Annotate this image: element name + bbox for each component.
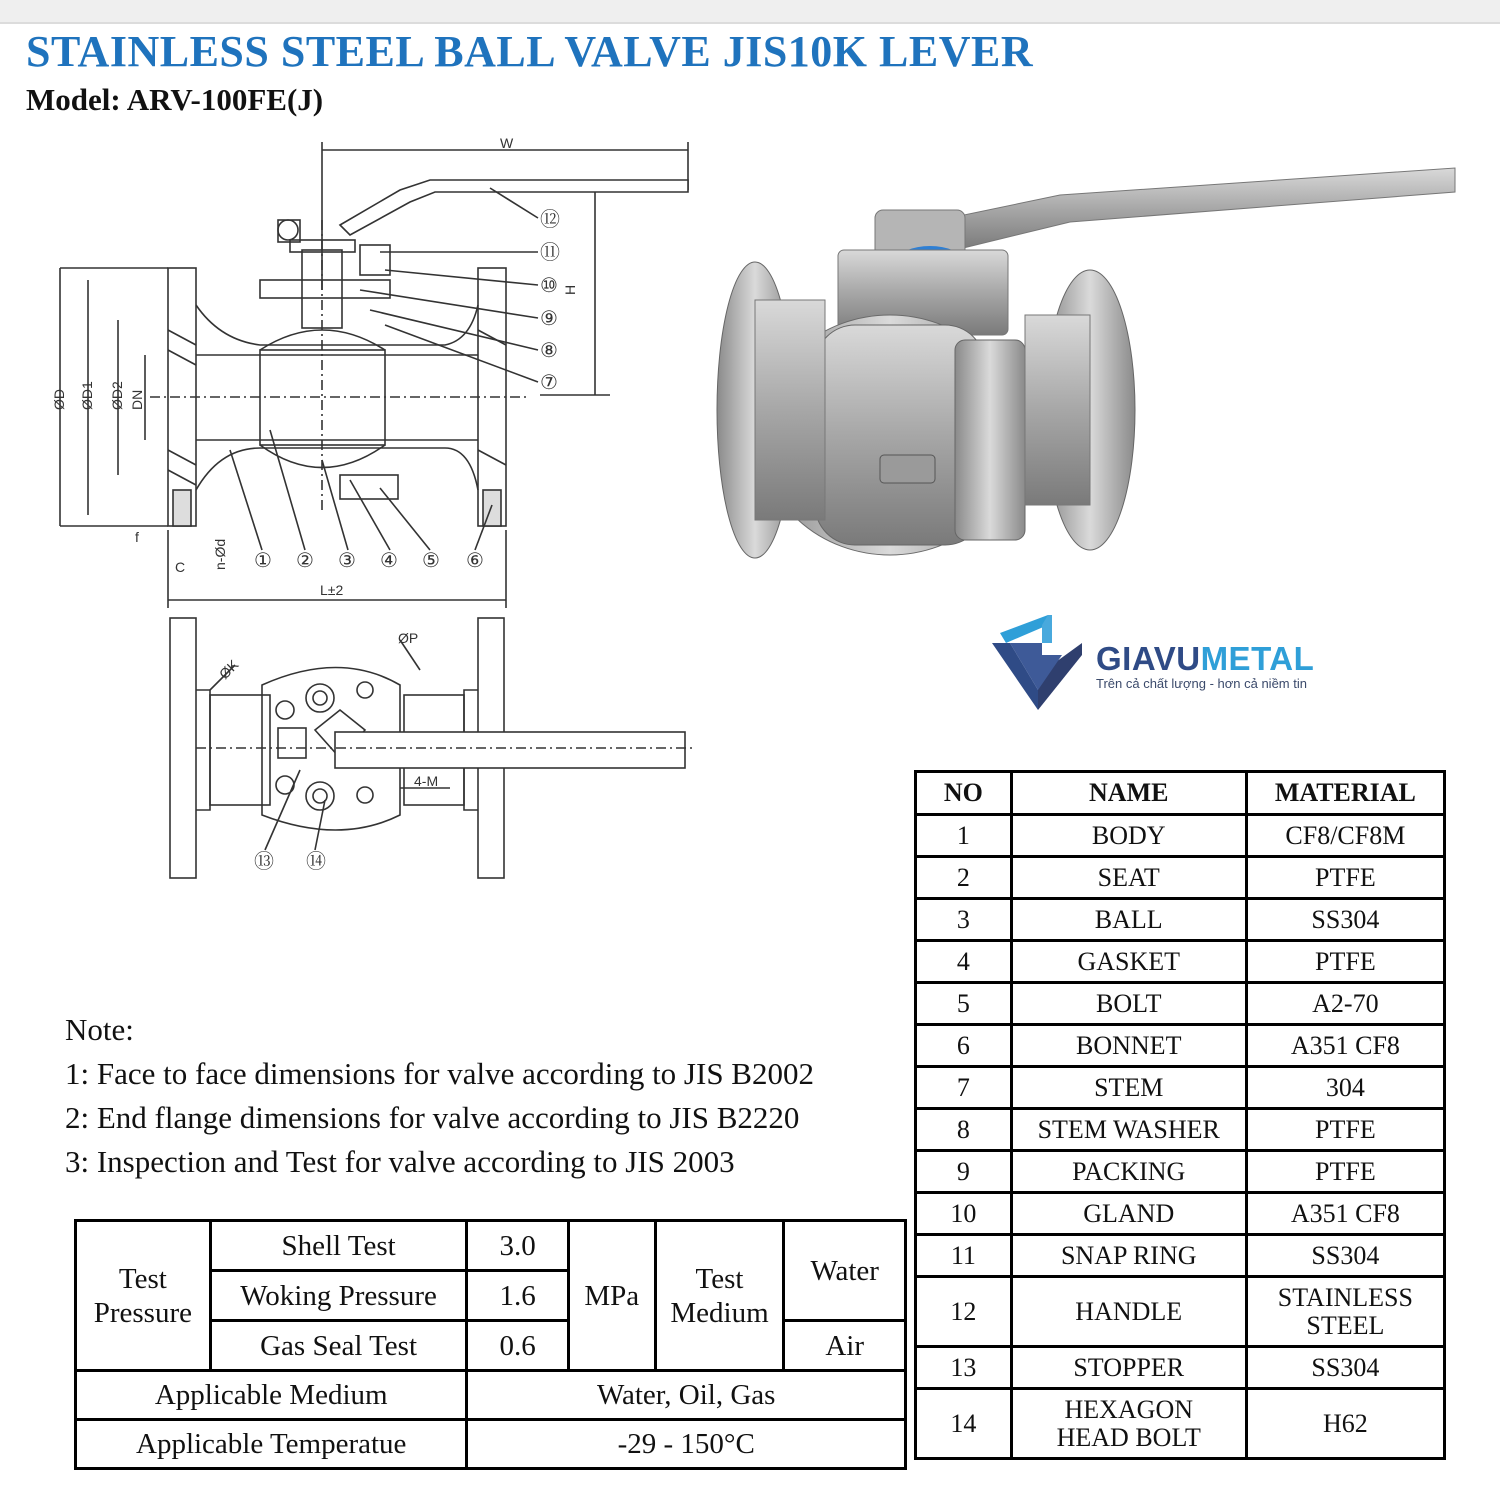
callout-5: ⑤	[422, 548, 440, 572]
cell-name: STEM WASHER	[1011, 1109, 1246, 1151]
table-row	[916, 1389, 1445, 1459]
logo-name	[1096, 640, 1314, 678]
dim-c-label: C	[175, 559, 186, 575]
cell-no: 13	[916, 1347, 1012, 1389]
cell-name: GLAND	[1011, 1193, 1246, 1235]
table-row	[916, 857, 1445, 899]
material-table	[914, 770, 1446, 1460]
callout-11: ⑪	[540, 240, 560, 264]
cell-name: SNAP RING	[1011, 1235, 1246, 1277]
shell-test-value: 3.0	[467, 1221, 568, 1271]
col-header-name: NAME	[1011, 772, 1246, 815]
dim-k-label: ØK	[215, 656, 242, 683]
cell-material: PTFE	[1246, 1151, 1444, 1193]
giavu-logo	[1096, 640, 1314, 691]
cell-name: BONNET	[1011, 1025, 1246, 1067]
cell-material: SS304	[1246, 1347, 1444, 1389]
callout-8: ⑧	[540, 338, 558, 362]
cell-no: 2	[916, 857, 1012, 899]
note-1: 1: Face to face dimensions for valve according to JIS B2002	[65, 1056, 814, 1091]
table-row	[916, 983, 1445, 1025]
table-row	[916, 1109, 1445, 1151]
cell-no: 10	[916, 1193, 1012, 1235]
cell-material: 304	[1246, 1067, 1444, 1109]
applicable-medium-row	[76, 1371, 906, 1420]
dim-h-label: H	[562, 284, 578, 295]
cell-material: H62	[1246, 1389, 1444, 1459]
note-2: 2: End flange dimensions for valve according to JIS B2220	[65, 1100, 800, 1135]
working-pressure-label: Woking Pressure	[210, 1271, 467, 1321]
shell-test-label: Shell Test	[210, 1221, 467, 1271]
dim-d2-label: ØD2	[109, 381, 125, 410]
cell-no: 3	[916, 899, 1012, 941]
page-title: STAINLESS STEEL BALL VALVE JIS10K LEVER	[26, 27, 1034, 76]
callout-14: ⑭	[306, 849, 326, 873]
cell-material: A351 CF8	[1246, 1025, 1444, 1067]
cell-no: 6	[916, 1025, 1012, 1067]
dim-p-label: ØP	[398, 630, 419, 646]
table-row	[916, 1235, 1445, 1277]
cell-no: 9	[916, 1151, 1012, 1193]
applicable-temp-row	[76, 1420, 906, 1469]
cell-material: SS304	[1246, 1235, 1444, 1277]
test-medium-water: Water	[784, 1221, 906, 1321]
test-row-shell	[76, 1221, 906, 1271]
callout-4: ④	[380, 548, 398, 572]
table-row	[916, 1347, 1445, 1389]
logo-tagline: Trên cả chất lượng - hơn cả niềm tin	[1096, 676, 1307, 691]
logo-name-b: METAL	[1200, 640, 1315, 677]
cell-no: 12	[916, 1277, 1012, 1347]
cell-name: BALL	[1011, 899, 1246, 941]
cell-material: SS304	[1246, 899, 1444, 941]
test-medium-label: Test Medium	[655, 1221, 784, 1371]
working-pressure-value: 1.6	[467, 1271, 568, 1321]
dim-dn-label: DN	[129, 389, 145, 410]
cell-material: CF8/CF8M	[1246, 815, 1444, 857]
cell-no: 11	[916, 1235, 1012, 1277]
callout-13: ⑬	[254, 849, 274, 873]
cell-material: A2-70	[1246, 983, 1444, 1025]
table-row	[916, 1025, 1445, 1067]
cell-no: 4	[916, 941, 1012, 983]
cell-no: 7	[916, 1067, 1012, 1109]
cell-material: STAINLESS STEEL	[1246, 1277, 1444, 1347]
section-drawing	[40, 130, 720, 610]
applicable-medium-value: Water, Oil, Gas	[467, 1371, 906, 1420]
cell-name: STEM	[1011, 1067, 1246, 1109]
cell-name: STOPPER	[1011, 1347, 1246, 1389]
logo-name-a: GIAVU	[1096, 640, 1201, 677]
gas-seal-value: 0.6	[467, 1321, 568, 1371]
applicable-temp-value: -29 - 150°C	[467, 1420, 906, 1469]
dim-w-label: W	[500, 135, 514, 151]
note-3: 3: Inspection and Test for valve according to JIS 2003	[65, 1144, 735, 1179]
valve-product-photo	[710, 150, 1470, 580]
cell-name: SEAT	[1011, 857, 1246, 899]
callout-12: ⑫	[540, 207, 560, 231]
table-row	[916, 1067, 1445, 1109]
table-row	[916, 941, 1445, 983]
cell-no: 14	[916, 1389, 1012, 1459]
dim-d-label: ØD	[51, 389, 67, 410]
callout-6: ⑥	[466, 548, 484, 572]
dim-nd-label: n-Ød	[212, 538, 228, 570]
callout-9: ⑨	[540, 306, 558, 330]
callout-2: ②	[296, 548, 314, 572]
cell-material: PTFE	[1246, 941, 1444, 983]
giavu-logo-mark	[992, 615, 1084, 710]
table-row	[916, 815, 1445, 857]
cell-name: BODY	[1011, 815, 1246, 857]
notes-section	[65, 1008, 814, 1184]
cell-name: PACKING	[1011, 1151, 1246, 1193]
dim-d1-label: ØD1	[79, 381, 95, 410]
model-number: Model: ARV-100FE(J)	[26, 82, 324, 117]
table-row	[916, 1193, 1445, 1235]
cell-material: PTFE	[1246, 857, 1444, 899]
dim-l-label: L±2	[320, 582, 344, 598]
test-table	[74, 1219, 907, 1470]
cell-name: GASKET	[1011, 941, 1246, 983]
cell-name: HEXAGON HEAD BOLT	[1011, 1389, 1246, 1459]
cell-material: PTFE	[1246, 1109, 1444, 1151]
table-row	[916, 899, 1445, 941]
applicable-medium-label: Applicable Medium	[76, 1371, 467, 1420]
cell-no: 8	[916, 1109, 1012, 1151]
cell-no: 5	[916, 983, 1012, 1025]
material-header-row	[916, 772, 1445, 815]
callout-10: ⑩	[540, 273, 558, 297]
callout-7: ⑦	[540, 370, 558, 394]
cell-name: BOLT	[1011, 983, 1246, 1025]
gas-seal-label: Gas Seal Test	[210, 1321, 467, 1371]
col-header-material: MATERIAL	[1246, 772, 1444, 815]
test-pressure-label: Test Pressure	[76, 1221, 211, 1371]
table-row	[916, 1277, 1445, 1347]
cell-no: 1	[916, 815, 1012, 857]
applicable-temp-label: Applicable Temperatue	[76, 1420, 467, 1469]
cell-material: A351 CF8	[1246, 1193, 1444, 1235]
top-view-drawing	[150, 610, 710, 890]
top-bar	[0, 0, 1500, 24]
callout-3: ③	[338, 548, 356, 572]
callout-1: ①	[254, 548, 272, 572]
table-row	[916, 1151, 1445, 1193]
test-medium-air: Air	[784, 1321, 906, 1371]
pressure-unit: MPa	[568, 1221, 655, 1371]
notes-heading: Note:	[65, 1012, 134, 1047]
dim-4m-label: 4-M	[414, 773, 439, 789]
col-header-no: NO	[916, 772, 1012, 815]
cell-name: HANDLE	[1011, 1277, 1246, 1347]
dim-f-label: f	[135, 529, 139, 545]
